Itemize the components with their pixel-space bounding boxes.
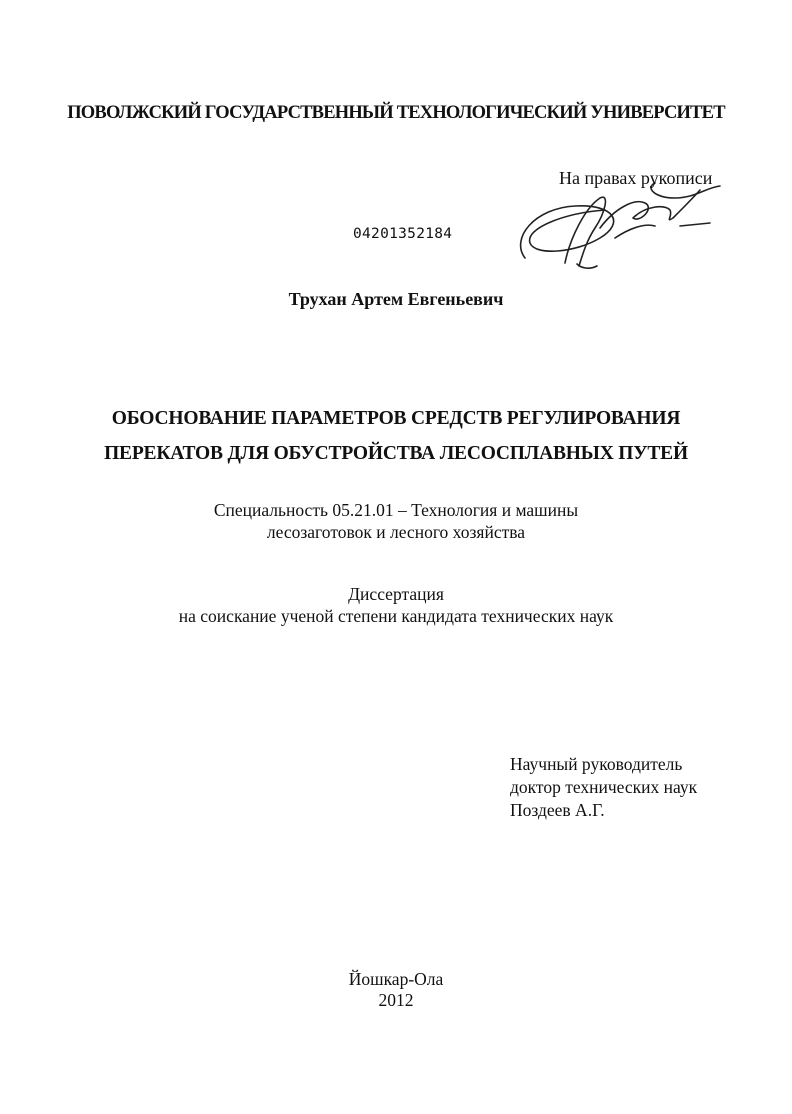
city: Йошкар-Ола [348, 969, 444, 989]
university-name: ПОВОЛЖСКИЙ ГОСУДАРСТВЕННЫЙ ТЕХНОЛОГИЧЕСКИЙ УНИВЕРСИТЕТ [67, 103, 725, 123]
year: 2012 [378, 990, 414, 1010]
dissertation-title-line-2: ПЕРЕКАТОВ ДЛЯ ОБУСТРОЙСТВА ЛЕСОСПЛАВНЫХ ПУТЕЙ [104, 443, 688, 464]
dissertation-title-line-1: ОБОСНОВАНИЕ ПАРАМЕТРОВ СРЕДСТВ РЕГУЛИРОВАНИЯ [111, 408, 681, 429]
catalog-number-stamp: 04201352184 [353, 226, 453, 242]
advisor-name: Поздеев А.Г. [510, 800, 605, 820]
advisor-degree: доктор технических наук [510, 777, 698, 797]
author-name: Трухан Артем Евгеньевич [288, 289, 504, 309]
specialty-line-2: лесозаготовок и лесного хозяйства [266, 522, 526, 542]
manuscript-rights-note: На правах рукописи [559, 168, 713, 188]
degree-description: на соискание ученой степени кандидата технических наук [178, 606, 614, 626]
specialty-line-1: Специальность 05.21.01 – Технология и машины [213, 500, 579, 520]
document-type-heading: Диссертация [348, 584, 444, 604]
advisor-role: Научный руководитель [510, 754, 683, 774]
